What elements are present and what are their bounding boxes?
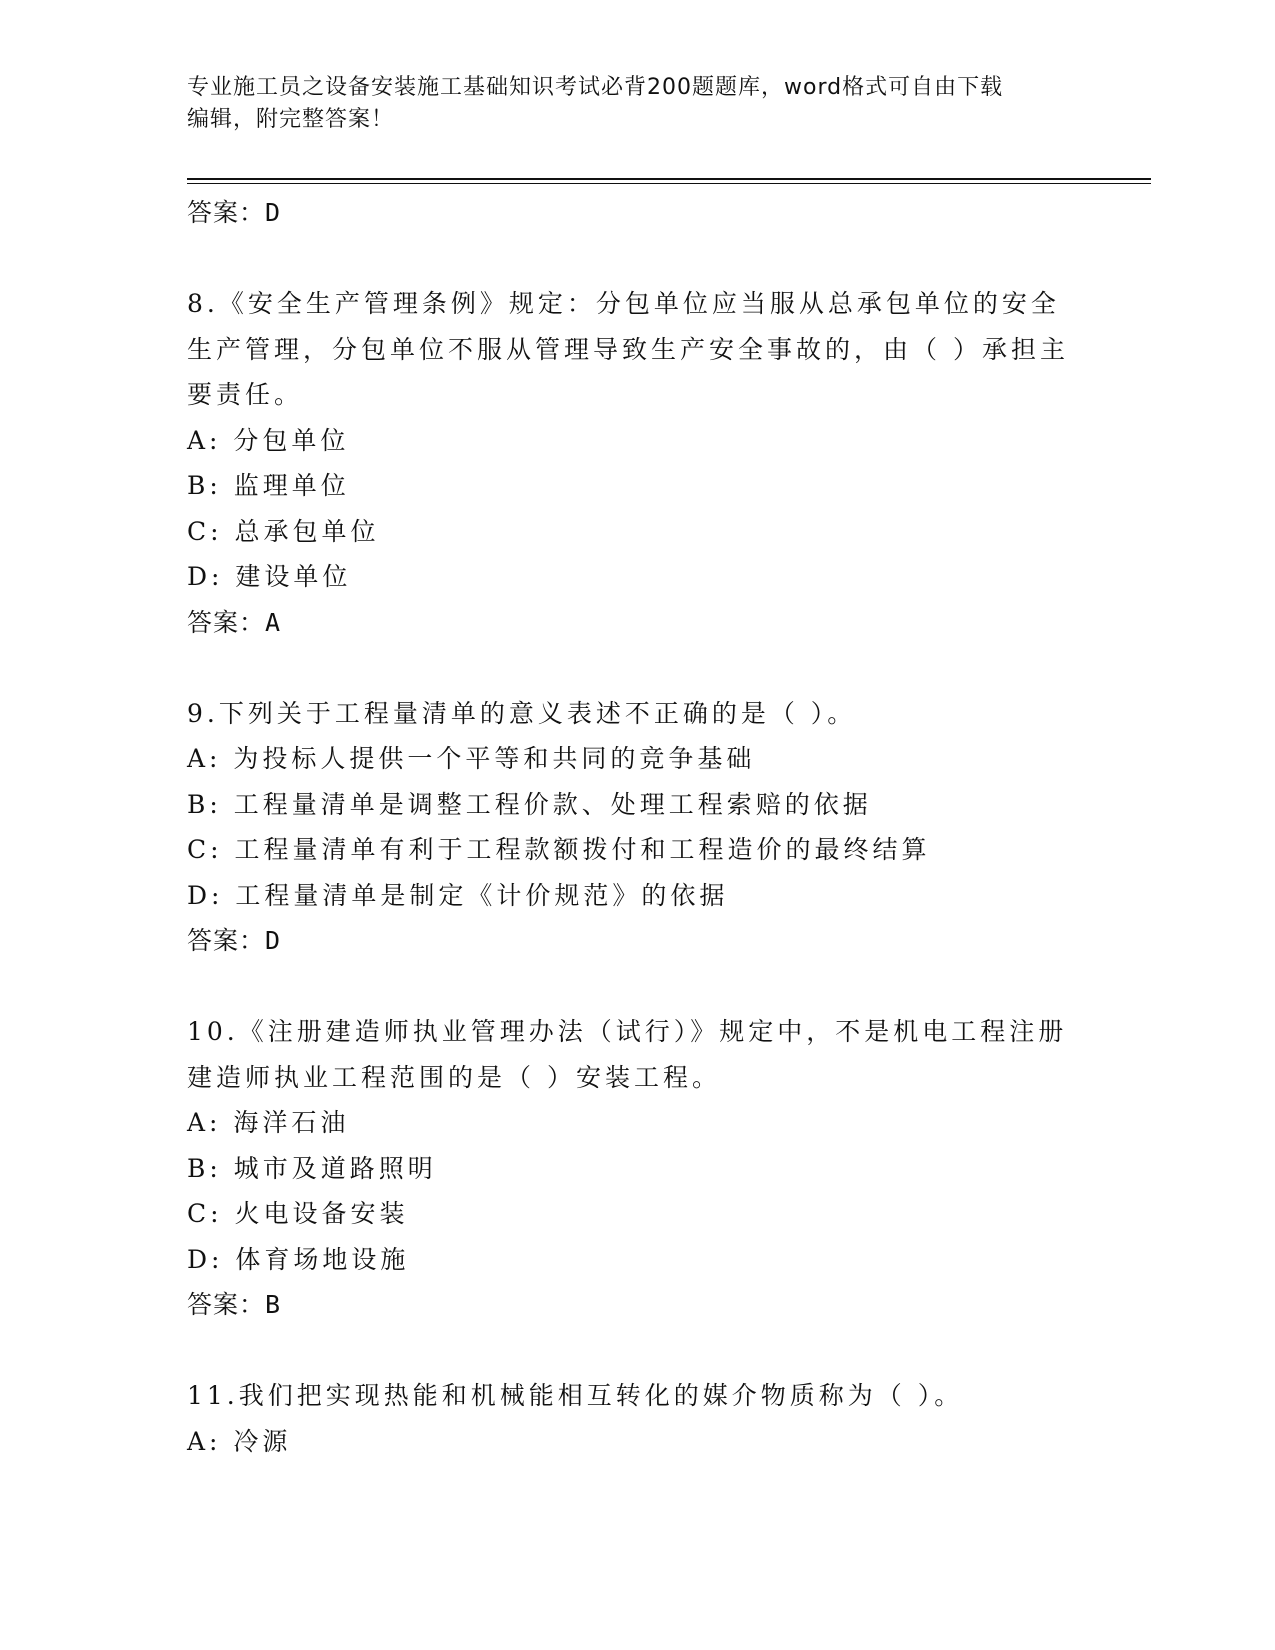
question-9 <box>187 691 1087 964</box>
option-d: D: 工程量清单是制定《计价规范》的依据 <box>187 880 729 910</box>
question-stem-line: 8.《安全生产管理条例》规定：分包单位应当服从总承包单位的安全 <box>187 289 1060 318</box>
question-list <box>187 190 1087 1464</box>
option-c: C: 火电设备安装 <box>187 1199 409 1228</box>
option-d: D: 体育场地设施 <box>187 1244 410 1274</box>
question-10 <box>187 1009 1087 1328</box>
option-a: A: 分包单位 <box>187 425 350 455</box>
question-stem-line: 9.下列关于工程量清单的意义表述不正确的是（ ）。 <box>187 698 857 728</box>
option-c: C: 工程量清单有利于工程款额拨付和工程造价的最终结算 <box>187 835 931 864</box>
spacer <box>187 1328 1087 1374</box>
header-divider-thin <box>187 183 1151 184</box>
header-line-2: 编辑，附完整答案！ <box>187 107 395 132</box>
question-11 <box>187 1373 1087 1464</box>
header-divider-thick <box>187 178 1151 180</box>
question-stem-line: 11.我们把实现热能和机械能相互转化的媒介物质称为（ ）。 <box>187 1381 964 1410</box>
option-a: A: 海洋石油 <box>187 1108 350 1137</box>
option-d: D: 建设单位 <box>187 562 352 591</box>
question-stem-line: 10.《注册建造师执业管理办法（试行）》规定中，不是机电工程注册 <box>187 1017 1068 1046</box>
answer: 答案：A <box>187 607 282 637</box>
question-stem-line: 要责任。 <box>187 380 304 409</box>
answer: 答案：D <box>187 926 282 955</box>
question-stem-line: 生产管理，分包单位不服从管理导致生产安全事故的，由（ ）承担主 <box>187 334 1069 364</box>
question-stem-line: 建造师执业工程范围的是（ ）安装工程。 <box>187 1062 721 1092</box>
answer: 答案：B <box>187 1290 282 1319</box>
option-c: C: 总承包单位 <box>187 516 380 546</box>
option-a: A: 为投标人提供一个平等和共同的竞争基础 <box>187 744 756 773</box>
option-b: B: 城市及道路照明 <box>187 1153 437 1183</box>
question-8 <box>187 281 1087 645</box>
document-header <box>187 72 1087 136</box>
option-b: B: 监理单位 <box>187 471 350 500</box>
spacer <box>187 964 1087 1010</box>
previous-answer: 答案：D <box>187 198 282 227</box>
option-a: A: 冷源 <box>187 1426 292 1456</box>
option-b: B: 工程量清单是调整工程价款、处理工程索赔的依据 <box>187 789 872 819</box>
spacer <box>187 645 1087 691</box>
spacer <box>187 236 1087 282</box>
header-line-1: 专业施工员之设备安装施工基础知识考试必背200题题库，word格式可自由下载 <box>187 75 1004 100</box>
